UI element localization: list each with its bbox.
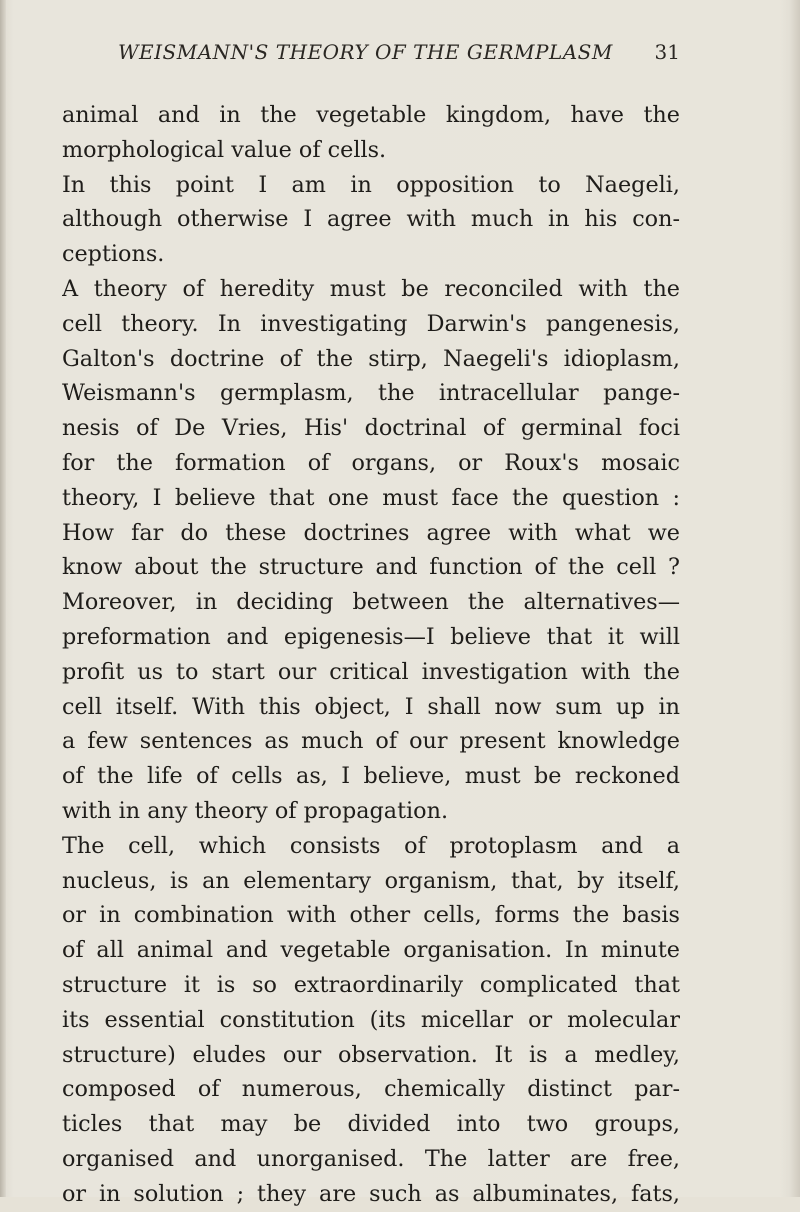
text-line: A theory of heredity must be reconciled with the bbox=[62, 275, 680, 302]
text-line: In this point I am in opposition to Naegeli, bbox=[62, 171, 680, 198]
text-line: cell theory. In investigating Darwin's pangenesis, bbox=[62, 310, 680, 337]
text-line: Galton's doctrine of the stirp, Naegeli's idioplasm, bbox=[62, 345, 680, 372]
text-line: of all animal and vegetable organisation. In minute bbox=[62, 937, 680, 964]
text-line: structure it is so extraordinarily complicated that bbox=[62, 971, 680, 998]
text-line: profit us to start our critical investigation with the bbox=[62, 658, 680, 685]
text-line: ticles that may be divided into two groups, bbox=[62, 1111, 680, 1138]
text-line: or in combination with other cells, forms the basis bbox=[62, 902, 680, 929]
text-line: The cell, which consists of protoplasm and a bbox=[62, 832, 680, 859]
text-line: theory, I believe that one must face the question : bbox=[62, 484, 680, 511]
text-line: structure) eludes our observation. It is a medley, bbox=[62, 1041, 680, 1068]
text-line: know about the structure and function of the cell ? bbox=[62, 554, 680, 581]
text-line: How far do these doctrines agree with what we bbox=[62, 519, 680, 546]
text-line: animal and in the vegetable kingdom, have the bbox=[62, 102, 680, 128]
text-line: its essential constitution (its micellar or molecular bbox=[62, 1006, 680, 1033]
text-line: preformation and epigenesis—I believe that it will bbox=[62, 623, 680, 650]
text-line: Weismann's germplasm, the intracellular pange- bbox=[62, 380, 680, 407]
text-line: a few sentences as much of our present knowledge bbox=[62, 728, 680, 755]
body-text bbox=[62, 98, 680, 1207]
text-line: ceptions. bbox=[62, 241, 165, 268]
page-gutter-shadow bbox=[0, 0, 6, 1197]
text-line: of the life of cells as, I believe, must be reckoned bbox=[62, 763, 680, 790]
text-line: organised and unorganised. The latter are free, bbox=[62, 1145, 680, 1172]
text-line: for the formation of organs, or Roux's mosaic bbox=[62, 449, 680, 476]
text-line: cell itself. With this object, I shall now sum up in bbox=[62, 693, 680, 720]
text-line: composed of numerous, chemically distinct par- bbox=[62, 1076, 680, 1103]
text-line: or in solution ; they are such as albuminates, fats, bbox=[62, 1180, 680, 1207]
text-line: with in any theory of propagation. bbox=[62, 797, 449, 824]
text-line: nesis of De Vries, His' doctrinal of germinal foci bbox=[62, 415, 680, 442]
running-title: WEISMANN'S THEORY OF THE GERMPLASM bbox=[118, 40, 613, 64]
page-number: 31 bbox=[654, 40, 680, 64]
page-edge-shadow bbox=[790, 0, 800, 1197]
text-line: nucleus, is an elementary organism, that, by itself, bbox=[62, 867, 680, 894]
running-head bbox=[118, 40, 680, 74]
text-line: morphological value of cells. bbox=[62, 136, 387, 163]
text-line: although otherwise I agree with much in his con- bbox=[62, 206, 680, 233]
text-line: Moreover, in deciding between the alternatives— bbox=[62, 589, 680, 616]
